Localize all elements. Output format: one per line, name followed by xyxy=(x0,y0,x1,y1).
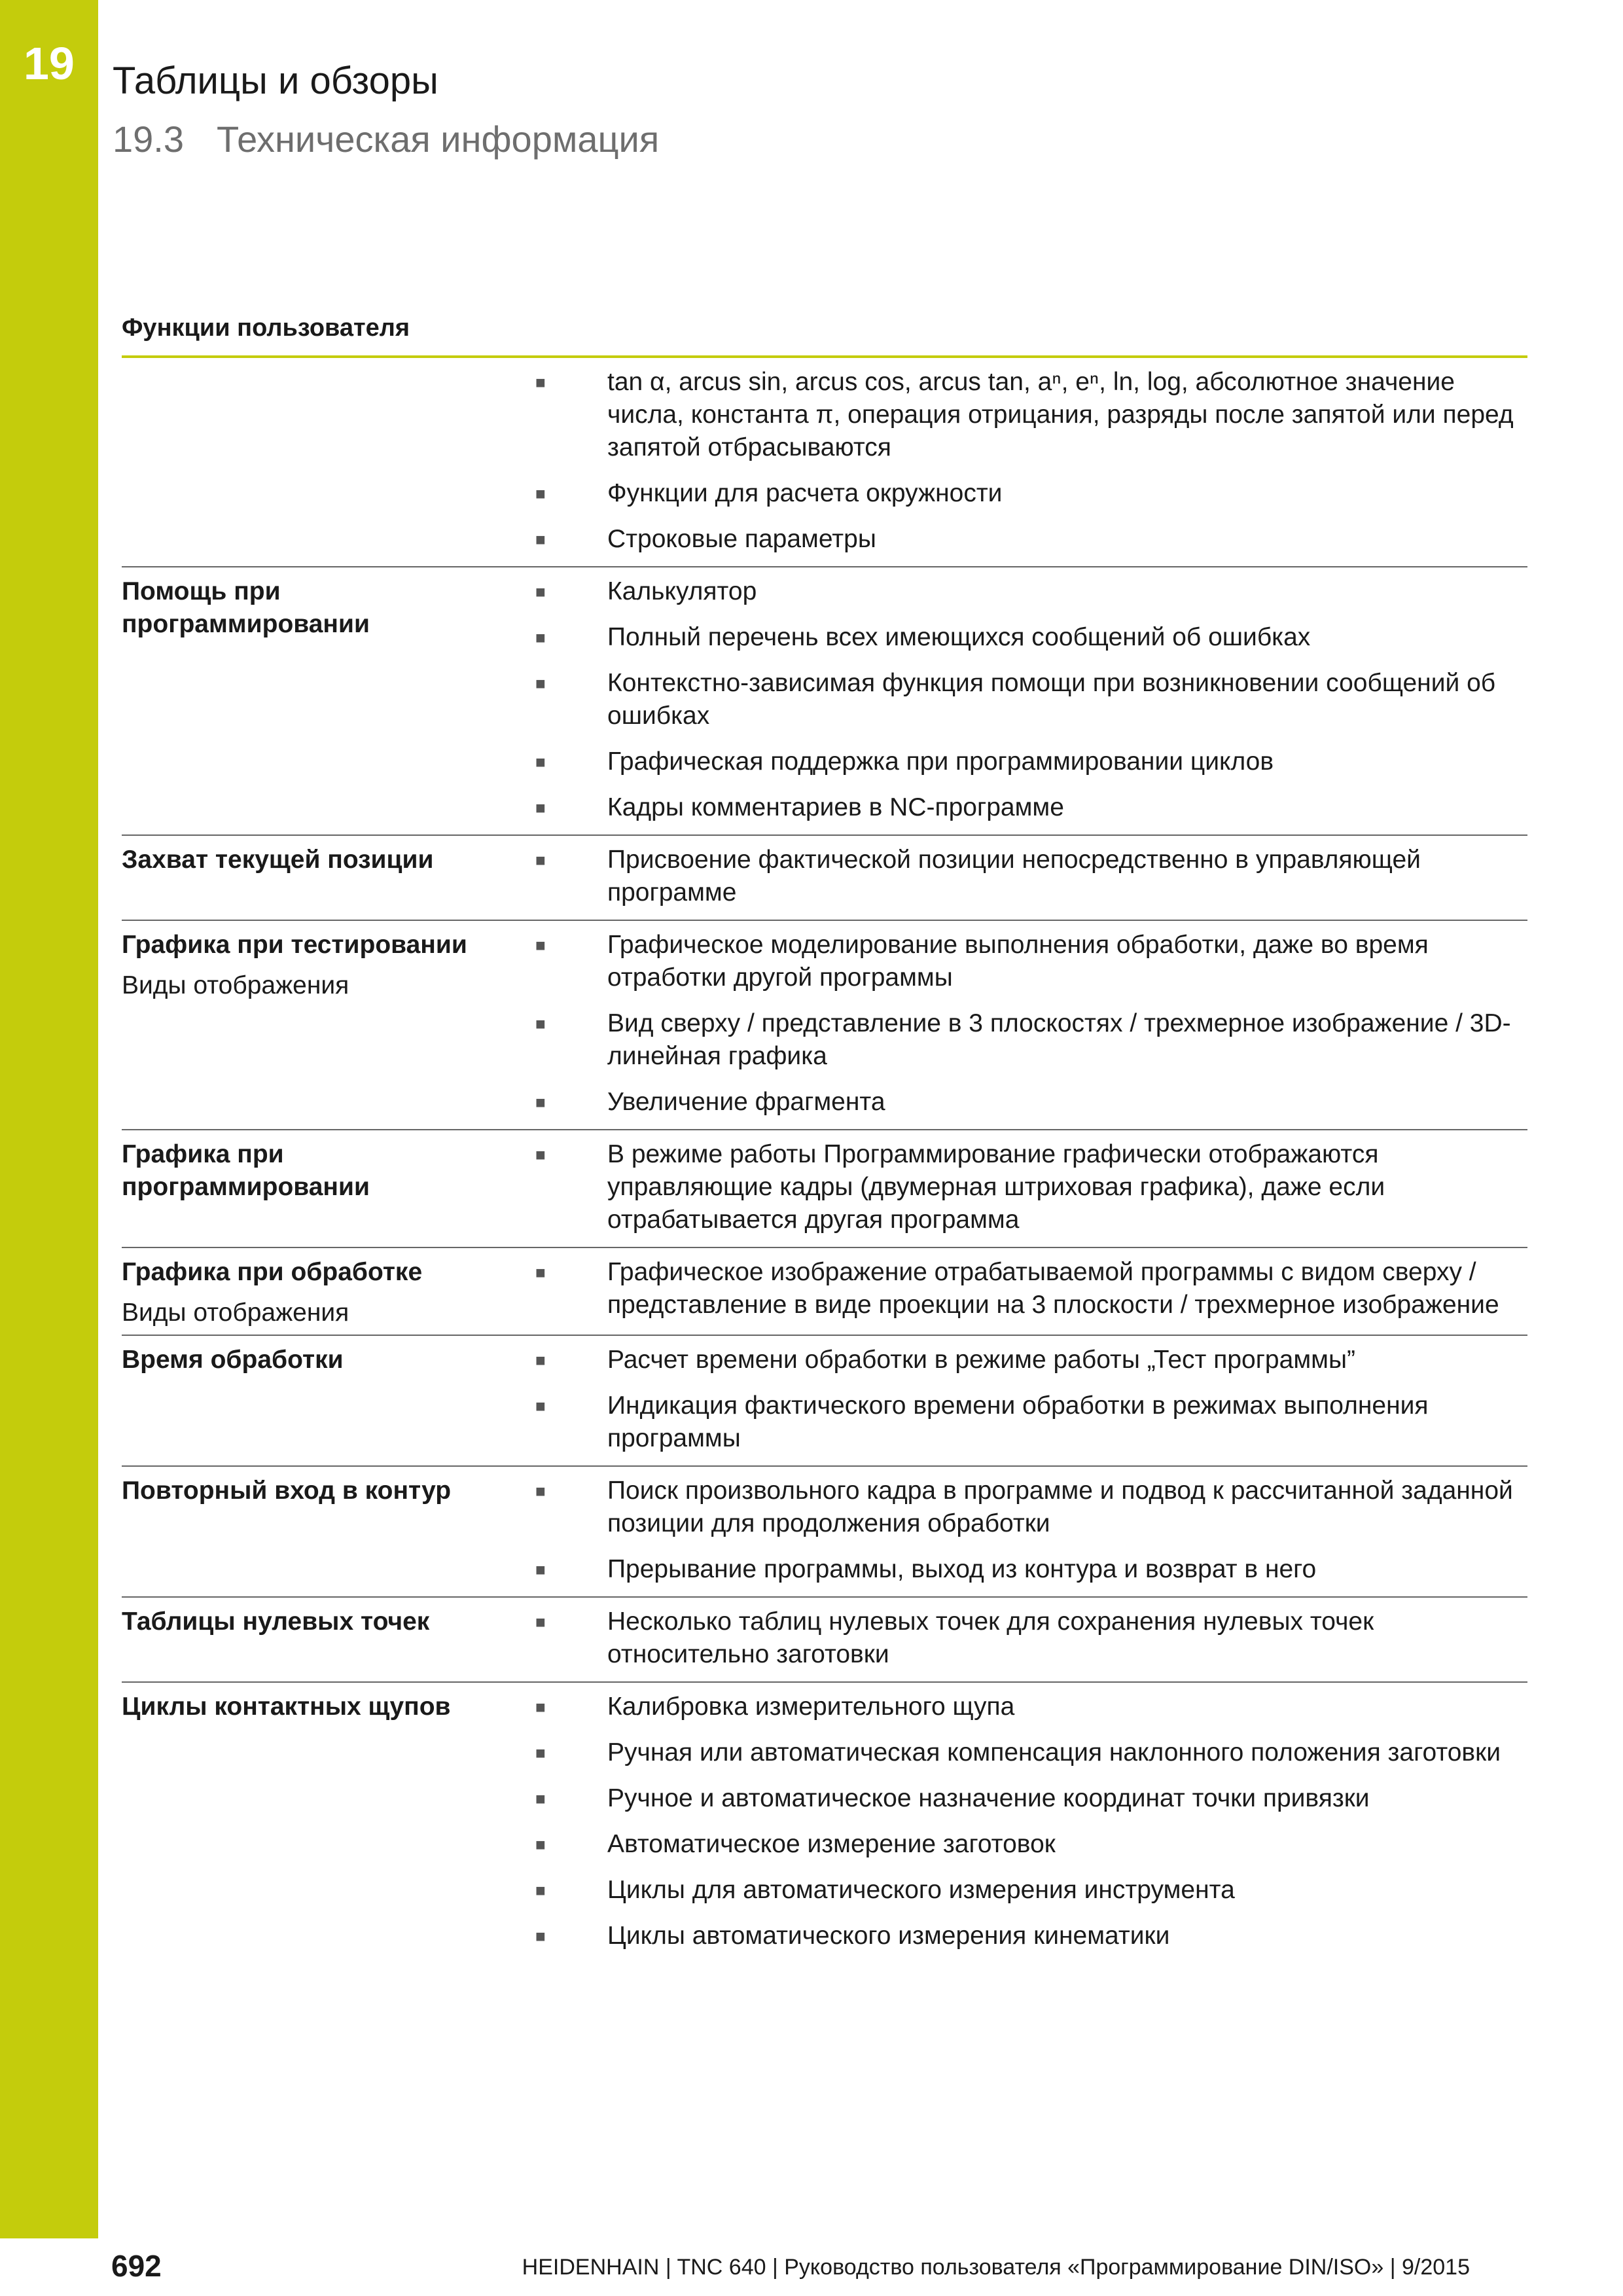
list-item-text: Несколько таблиц нулевых точек для сохранения нулевых точек относительно заготовки xyxy=(607,1607,1374,1668)
row-label: Помощь при программировании xyxy=(122,577,370,638)
list-item-text: Расчет времени обработки в режиме работы „Тест программы” xyxy=(607,1346,1355,1374)
list-item-text: Поиск произвольного кадра в программе и подвод к рассчитанной заданной позиции для продолжения обработки xyxy=(607,1477,1513,1537)
row-label-cell xyxy=(122,1138,535,1242)
square-bullet-icon: ■ xyxy=(535,1481,546,1501)
section-number: 19.3 xyxy=(113,118,184,160)
list-item xyxy=(535,477,1527,510)
row-label-cell xyxy=(122,929,535,1124)
square-bullet-icon: ■ xyxy=(535,1697,546,1717)
table-row xyxy=(122,1248,1527,1336)
list-item-text: Прерывание программы, выход из контура и возврат в него xyxy=(607,1555,1317,1583)
row-sublabel: Виды отображения xyxy=(122,971,349,999)
list-item xyxy=(535,1691,1527,1723)
row-label-cell xyxy=(122,1605,535,1676)
list-item-text: Циклы автоматического измерения кинематики xyxy=(607,1922,1170,1950)
list-item-text: Ручная или автоматическая компенсация наклонного положения заготовки xyxy=(607,1738,1501,1767)
list-item xyxy=(535,1828,1527,1861)
square-bullet-icon: ■ xyxy=(535,1880,546,1900)
list-item xyxy=(535,1344,1527,1376)
list-item xyxy=(535,366,1527,464)
row-label-cell xyxy=(122,366,535,561)
square-bullet-icon: ■ xyxy=(535,582,546,601)
square-bullet-icon: ■ xyxy=(535,673,546,693)
list-item xyxy=(535,1390,1527,1455)
square-bullet-icon: ■ xyxy=(535,1350,546,1370)
square-bullet-icon: ■ xyxy=(535,1145,546,1164)
list-item xyxy=(535,929,1527,994)
list-item xyxy=(535,1475,1527,1540)
list-item xyxy=(535,621,1527,654)
square-bullet-icon: ■ xyxy=(535,628,546,647)
square-bullet-icon: ■ xyxy=(535,1612,546,1632)
list-item xyxy=(535,1138,1527,1236)
row-items-cell xyxy=(535,1691,1527,1958)
square-bullet-icon: ■ xyxy=(535,935,546,955)
list-item-text: Калибровка измерительного щупа xyxy=(607,1693,1015,1721)
list-item-text: Циклы для автоматического измерения инструмента xyxy=(607,1876,1235,1904)
list-item-text: tan α, arcus sin, arcus cos, arcus tan, aⁿ, eⁿ, ln, log, абсолютное значение числа, константа π, операция отрицания, разряды после запятой или перед запятой отбрасываются xyxy=(607,368,1514,461)
list-item-text: Строковые параметры xyxy=(607,525,876,553)
table-header: Функции пользователя xyxy=(122,314,1527,358)
section-title xyxy=(113,119,659,160)
row-label-cell xyxy=(122,844,535,914)
list-item xyxy=(535,667,1527,732)
chapter-title: Таблицы и обзоры xyxy=(113,60,438,102)
row-label: Графика при тестировании xyxy=(122,931,467,959)
section-title-text: Техническая информация xyxy=(217,118,660,160)
row-label: Таблицы нулевых точек xyxy=(122,1607,430,1636)
square-bullet-icon: ■ xyxy=(535,1789,546,1808)
square-bullet-icon: ■ xyxy=(535,1743,546,1763)
list-item-text: Индикация фактического времени обработки в режимах выполнения программы xyxy=(607,1391,1429,1452)
square-bullet-icon: ■ xyxy=(535,798,546,817)
list-item-text: Графическое изображение отрабатываемой программы с видом сверху / представление в виде проекции на 3 плоскости / трехмерное изображение xyxy=(607,1258,1499,1319)
list-item-text: Калькулятор xyxy=(607,577,757,605)
list-item-text: Автоматическое измерение заготовок xyxy=(607,1830,1056,1858)
list-item xyxy=(535,1086,1527,1119)
square-bullet-icon: ■ xyxy=(535,1835,546,1854)
list-item-text: Увеличение фрагмента xyxy=(607,1088,885,1116)
row-label-cell xyxy=(122,1256,535,1329)
list-item xyxy=(535,745,1527,778)
row-items-cell xyxy=(535,1256,1527,1329)
chapter-sidebar xyxy=(0,0,98,2238)
list-item xyxy=(535,844,1527,909)
list-item-text: Графическая поддержка при программировании циклов xyxy=(607,747,1274,776)
list-item-text: Графическое моделирование выполнения обработки, даже во время отработки другой программы xyxy=(607,931,1429,992)
table-row xyxy=(122,1336,1527,1467)
square-bullet-icon: ■ xyxy=(535,752,546,772)
row-sublabel: Виды отображения xyxy=(122,1299,349,1327)
list-item xyxy=(535,1736,1527,1769)
square-bullet-icon: ■ xyxy=(535,850,546,870)
row-label: Графика при обработке xyxy=(122,1258,423,1286)
row-items-cell xyxy=(535,1475,1527,1591)
page-number: 692 xyxy=(111,2249,162,2283)
list-item xyxy=(535,523,1527,556)
row-label: Графика при программировании xyxy=(122,1140,370,1201)
row-label: Захват текущей позиции xyxy=(122,846,434,874)
square-bullet-icon: ■ xyxy=(535,1560,546,1579)
row-items-cell xyxy=(535,929,1527,1124)
list-item-text: Полный перечень всех имеющихся сообщений об ошибках xyxy=(607,623,1311,651)
row-items-cell xyxy=(535,366,1527,561)
table-row xyxy=(122,358,1527,567)
square-bullet-icon: ■ xyxy=(535,372,546,392)
row-label: Повторный вход в контур xyxy=(122,1477,452,1505)
table-row xyxy=(122,1130,1527,1248)
list-item xyxy=(535,1007,1527,1073)
row-items-cell xyxy=(535,1138,1527,1242)
square-bullet-icon: ■ xyxy=(535,1092,546,1112)
footer-text: HEIDENHAIN | TNC 640 | Руководство пользователя «Программирование DIN/ISO» | 9/2015 xyxy=(522,2255,1470,2280)
table-row xyxy=(122,1683,1527,1963)
list-item-text: Кадры комментариев в NC-программе xyxy=(607,793,1064,821)
square-bullet-icon: ■ xyxy=(535,1396,546,1416)
square-bullet-icon: ■ xyxy=(535,1263,546,1282)
features-table xyxy=(122,314,1527,1963)
row-label: Время обработки xyxy=(122,1346,344,1374)
list-item xyxy=(535,1782,1527,1815)
square-bullet-icon: ■ xyxy=(535,1926,546,1946)
list-item xyxy=(535,1256,1527,1321)
row-label-cell xyxy=(122,1344,535,1460)
row-label-cell xyxy=(122,1475,535,1591)
table-row xyxy=(122,567,1527,836)
row-items-cell xyxy=(535,1605,1527,1676)
square-bullet-icon: ■ xyxy=(535,1014,546,1033)
row-label-cell xyxy=(122,1691,535,1958)
row-items-cell xyxy=(535,1344,1527,1460)
list-item-text: В режиме работы Программирование графически отображаются управляющие кадры (двумерная штриховая графика), даже если отрабатывается другая программа xyxy=(607,1140,1385,1234)
square-bullet-icon: ■ xyxy=(535,484,546,503)
table-row xyxy=(122,1598,1527,1683)
row-label: Циклы контактных щупов xyxy=(122,1693,451,1721)
list-item xyxy=(535,1920,1527,1952)
table-row xyxy=(122,1467,1527,1598)
row-items-cell xyxy=(535,575,1527,829)
list-item-text: Ручное и автоматическое назначение координат точки привязки xyxy=(607,1784,1370,1812)
list-item-text: Вид сверху / представление в 3 плоскостях / трехмерное изображение / 3D-линейная графика xyxy=(607,1009,1511,1070)
table-row xyxy=(122,836,1527,921)
list-item xyxy=(535,1605,1527,1671)
chapter-number: 19 xyxy=(24,38,75,89)
list-item xyxy=(535,791,1527,824)
list-item xyxy=(535,575,1527,608)
table-row xyxy=(122,921,1527,1130)
list-item xyxy=(535,1553,1527,1586)
list-item-text: Функции для расчета окружности xyxy=(607,479,1003,507)
row-items-cell xyxy=(535,844,1527,914)
list-item-text: Контекстно-зависимая функция помощи при возникновении сообщений об ошибках xyxy=(607,669,1496,730)
list-item-text: Присвоение фактической позиции непосредственно в управляющей программе xyxy=(607,846,1421,906)
square-bullet-icon: ■ xyxy=(535,529,546,549)
row-label-cell xyxy=(122,575,535,829)
table-body xyxy=(122,358,1527,1963)
list-item xyxy=(535,1874,1527,1907)
